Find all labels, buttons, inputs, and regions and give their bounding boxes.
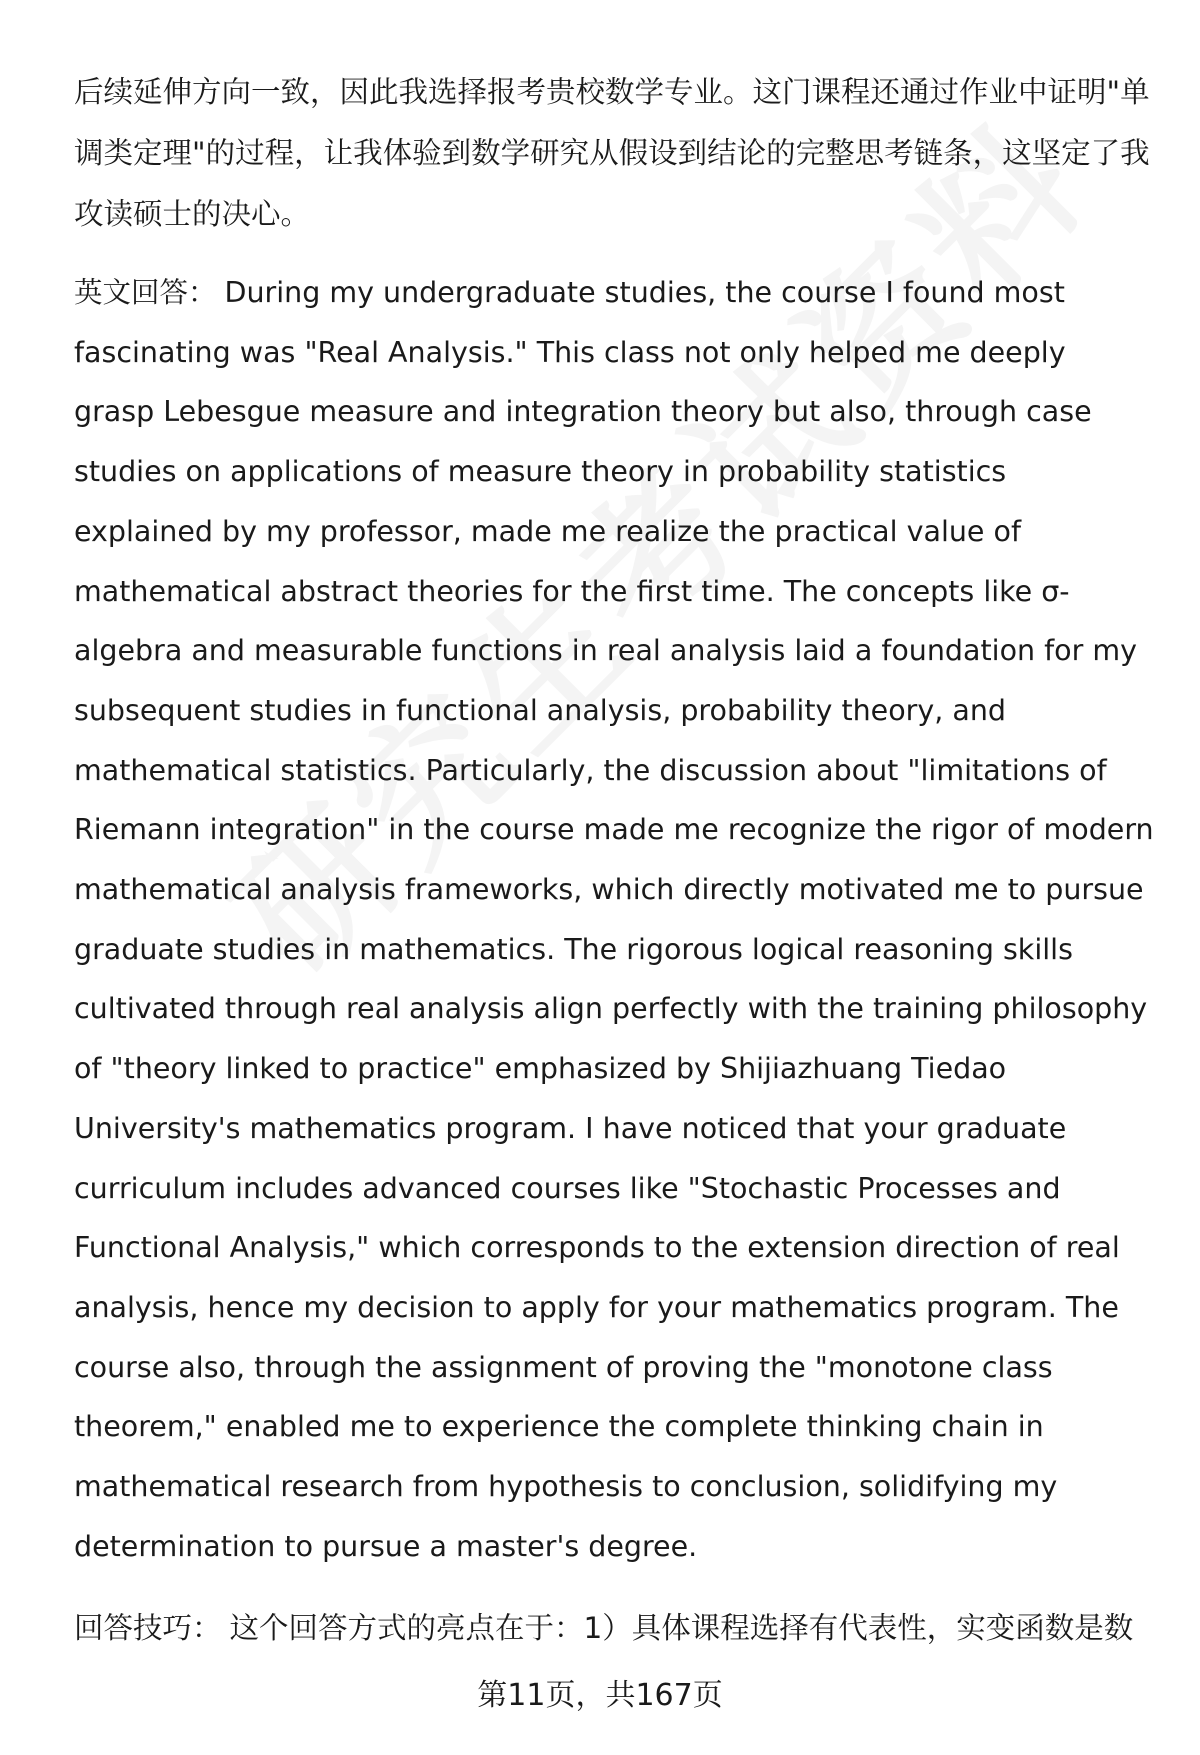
answer-tips-paragraph [74,1598,1154,1659]
chinese-answer-continuation: 后续延伸方向一致，因此我选择报考贵校数学专业。这门课程还通过作业中证明"单调类定理"的过程，让我体验到数学研究从假设到结论的完整思考链条，这坚定了我攻读硕士的决心。 [74,75,1150,231]
document-page [74,62,1154,1659]
english-answer-text: During my undergraduate studies, the course I found most fascinating was "Real Analysis." This class not only helped me deeply grasp Lebesgue measure and integration theory but also, through case studies on applications of measure theory in probability statistics explained by my professor, made me realize the practical value of mathematical abstract theories for the first time. The concepts like σ-algebra and measurable functions in real analysis laid a foundation for my subsequent studies in functional analysis, probability theory, and mathematical statistics. Particularly, the discussion about "limitations of Riemann integration" in the course made me recognize the rigor of modern mathematical analysis frameworks, which directly motivated me to pursue graduate studies in mathematics. The rigorous logical reasoning skills cultivated through real analysis align perfectly with the training philosophy of "theory linked to practice" emphasized by Shijiazhuang Tiedao University's mathematics program. I have noticed that your graduate curriculum includes advanced courses like "Stochastic Processes and Functional Analysis," which corresponds to the extension direction of real analysis, hence my decision to apply for your mathematics program. The course also, through the assignment of proving the "monotone class theorem," enabled me to experience the complete thinking chain in mathematical research from hypothesis to conclusion, solidifying my determination to pursue a master's degree. [74,276,1154,1563]
page-number-footer: 第11页，共167页 [477,1678,723,1713]
answer-tips-text: 这个回答方式的亮点在于：1）具体课程选择有代表性，实变函数是数 [229,1611,1134,1646]
english-answer-label: 英文回答： [74,276,217,309]
answer-tips-label: 回答技巧： [74,1611,222,1646]
english-answer-paragraph [74,263,1154,1576]
